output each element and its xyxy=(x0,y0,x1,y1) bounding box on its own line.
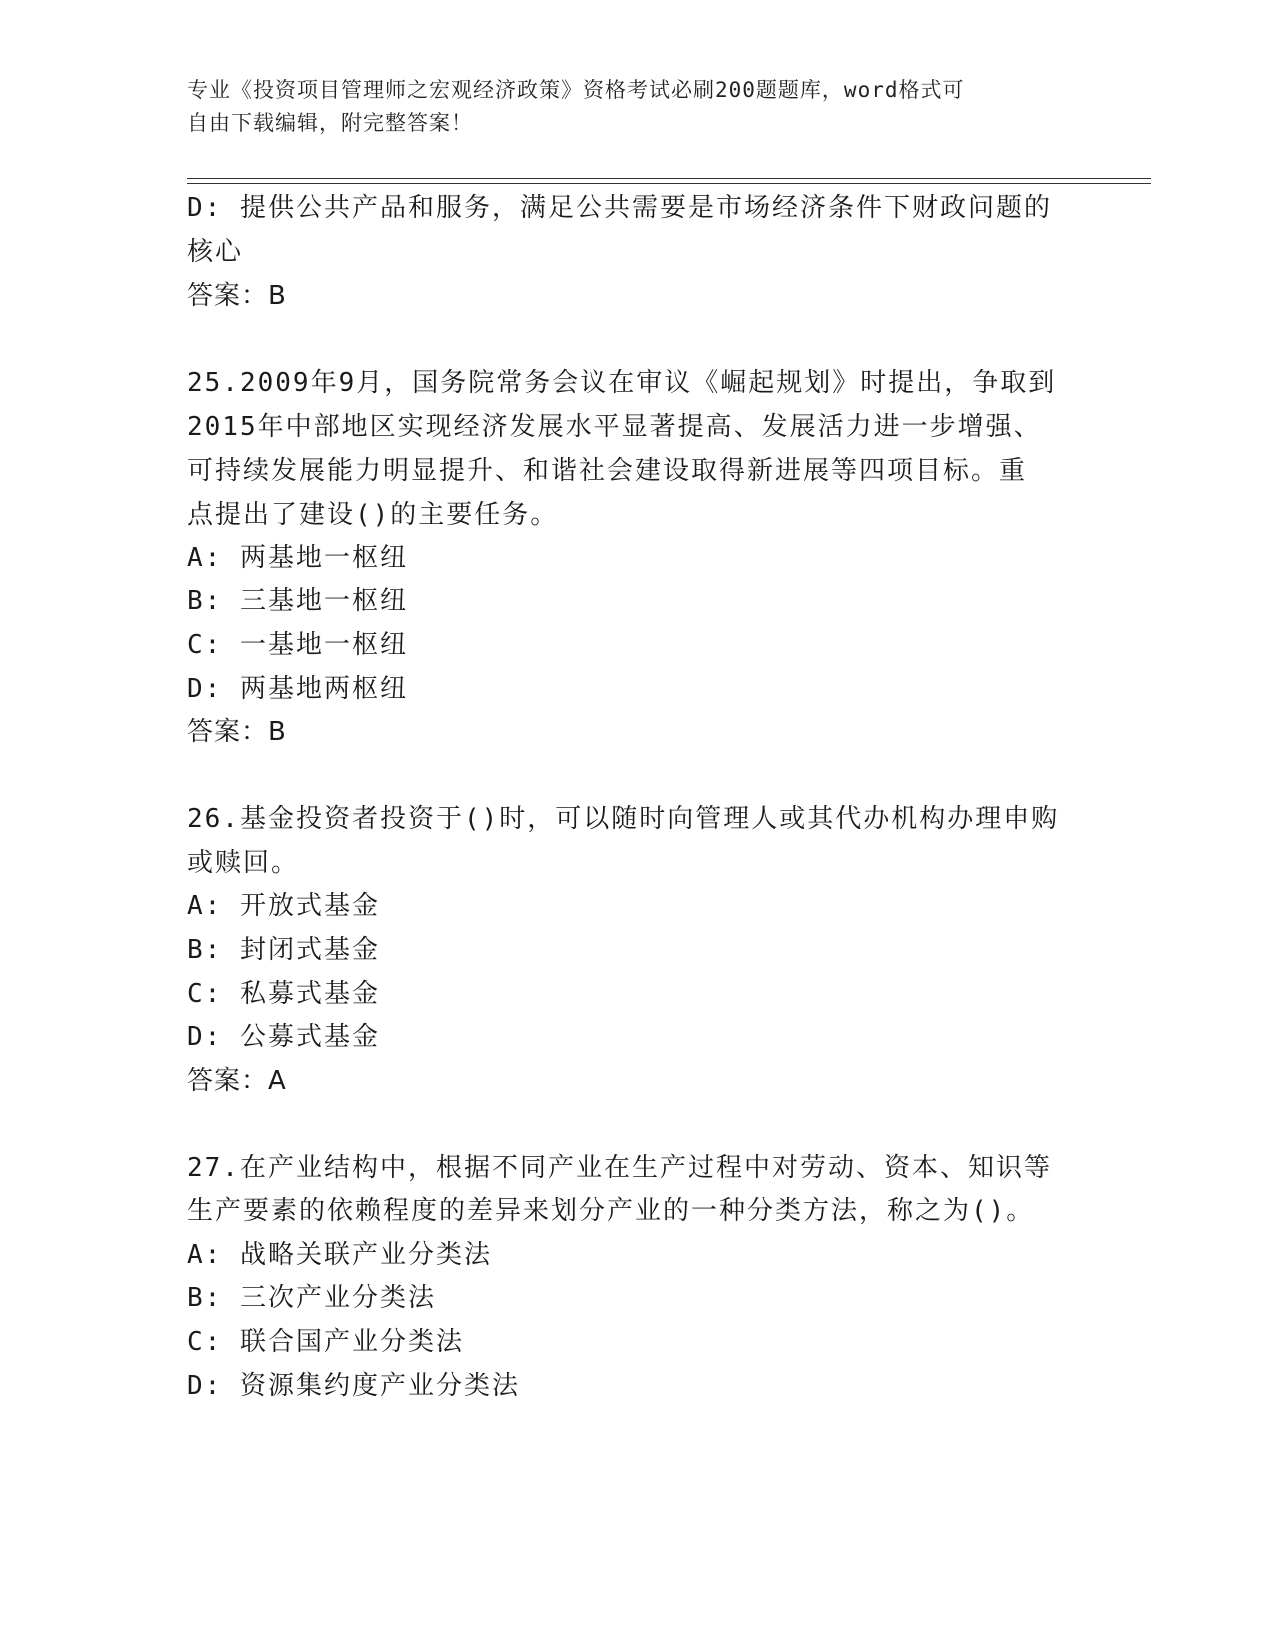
question-stem-line: 27.在产业结构中，根据不同产业在生产过程中对劳动、资本、知识等 xyxy=(187,1153,1052,1183)
question-stem-line: 生产要素的依赖程度的差异来划分产业的一种分类方法，称之为()。 xyxy=(187,1196,1035,1226)
question-stem-line: 或赎回。 xyxy=(187,848,300,878)
header-line-2: 自由下载编辑，附完整答案！ xyxy=(187,111,473,135)
option-a: A: 战略关联产业分类法 xyxy=(187,1240,492,1270)
option-d: D: 资源集约度产业分类法 xyxy=(187,1371,520,1401)
prev-answer: 答案：B xyxy=(187,281,287,311)
option-d: D: 两基地两枢纽 xyxy=(187,674,408,704)
option-d: D: 公募式基金 xyxy=(187,1022,380,1052)
option-a: A: 开放式基金 xyxy=(187,891,380,921)
header-divider-bottom xyxy=(187,183,1151,184)
header-line-1: 专业《投资项目管理师之宏观经济政策》资格考试必刷200题题库，word格式可 xyxy=(187,78,965,102)
option-a: A: 两基地一枢纽 xyxy=(187,543,408,573)
option-c: C: 一基地一枢纽 xyxy=(187,630,408,660)
question-stem-line: 25.2009年9月，国务院常务会议在审议《崛起规划》时提出，争取到 xyxy=(187,368,1057,398)
option-b: B: 三次产业分类法 xyxy=(187,1283,436,1313)
prev-option-d-line-2: 核心 xyxy=(187,237,244,267)
answer: 答案：B xyxy=(187,717,287,747)
question-stem-line: 2015年中部地区实现经济发展水平显著提高、发展活力进一步增强、 xyxy=(187,412,1042,442)
option-c: C: 联合国产业分类法 xyxy=(187,1327,464,1357)
prev-option-d-line-1: D: 提供公共产品和服务，满足公共需要是市场经济条件下财政问题的 xyxy=(187,193,1052,223)
question-stem-line: 26.基金投资者投资于()时，可以随时向管理人或其代办机构办理申购 xyxy=(187,804,1060,834)
option-c: C: 私募式基金 xyxy=(187,979,380,1009)
question-stem-line: 可持续发展能力明显提升、和谐社会建设取得新进展等四项目标。重 xyxy=(187,456,1028,486)
document-header xyxy=(187,74,1067,140)
answer: 答案：A xyxy=(187,1066,287,1096)
question-stem-line: 点提出了建设()的主要任务。 xyxy=(187,500,559,530)
option-b: B: 封闭式基金 xyxy=(187,935,380,965)
header-divider-top xyxy=(187,178,1151,179)
option-b: B: 三基地一枢纽 xyxy=(187,586,408,616)
